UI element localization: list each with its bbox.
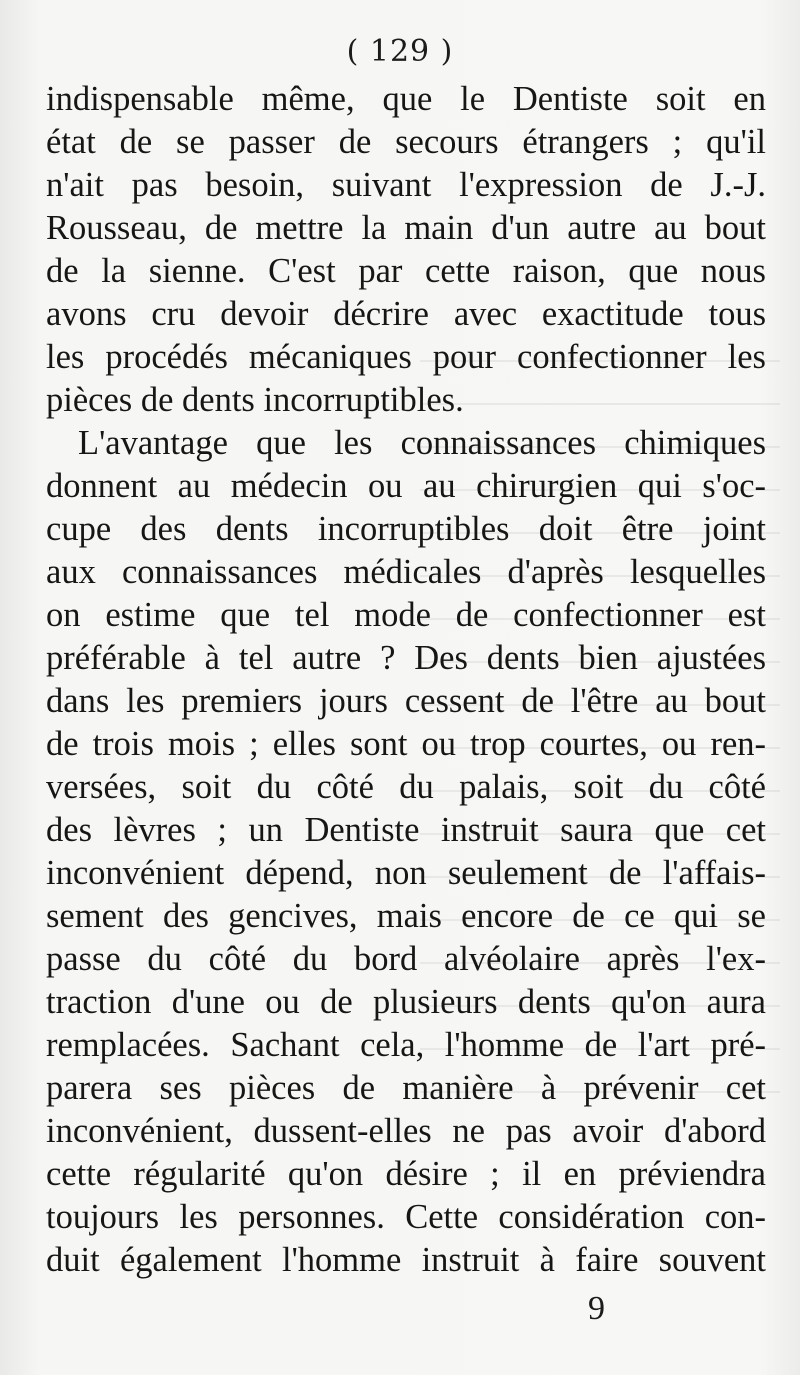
text-line: on estime que tel mode de confectionner est (46, 596, 766, 634)
text-line: préférable à tel autre ? Des dents bien ajustées (46, 639, 766, 677)
text-line: les procédés mécaniques pour confectionner les (46, 338, 766, 376)
text-line: sement des gencives, mais encore de ce qui se (46, 897, 766, 935)
page-number: ( 129 ) (346, 34, 454, 69)
text-line: indispensable même, que le Dentiste soit en (46, 80, 766, 118)
text-line: état de se passer de secours étrangers ; qu'il (46, 123, 766, 161)
text-line: remplacées. Sachant cela, l'homme de l'art pré- (46, 1026, 766, 1064)
text-line: traction d'une ou de plusieurs dents qu'on aura (46, 983, 766, 1021)
text-line: duit également l'homme instruit à faire souvent (46, 1241, 766, 1279)
text-line: cette régularité qu'on désire ; il en préviendra (46, 1155, 766, 1193)
text-line: n'ait pas besoin, suivant l'expression de J.-J. (46, 166, 766, 204)
text-line: passe du côté du bord alvéolaire après l'ex- (46, 940, 766, 978)
text-line: dans les premiers jours cessent de l'être au bout (46, 682, 766, 720)
text-line: aux connaissances médicales d'après lesquelles (46, 553, 766, 591)
text-line: parera ses pièces de manière à prévenir cet (46, 1069, 766, 1107)
text-line: de la sienne. C'est par cette raison, que nous (46, 252, 766, 290)
text-line: versées, soit du côté du palais, soit du côté (46, 768, 766, 806)
signature-mark: 9 (588, 1290, 605, 1327)
text-line: donnent au médecin ou au chirurgien qui s'oc- (46, 467, 766, 505)
text-line: avons cru devoir décrire avec exactitude tous (46, 295, 766, 333)
text-line: pièces de dents incorruptibles. (46, 381, 464, 419)
text-line: des lèvres ; un Dentiste instruit saura que cet (46, 811, 766, 849)
text-line: de trois mois ; elles sont ou trop courtes, ou ren- (46, 725, 766, 763)
text-line: toujours les personnes. Cette considération con- (46, 1198, 766, 1236)
body-text (46, 78, 766, 1282)
text-line: inconvénient, dussent-elles ne pas avoir d'abord (46, 1112, 766, 1150)
text-line: inconvénient dépend, non seulement de l'affais- (46, 854, 766, 892)
paragraph-first-line: L'avantage que les connaissances chimiques (78, 424, 766, 462)
text-line: cupe des dents incorruptibles doit être joint (46, 510, 766, 548)
text-line: Rousseau, de mettre la main d'un autre au bout (46, 209, 766, 247)
